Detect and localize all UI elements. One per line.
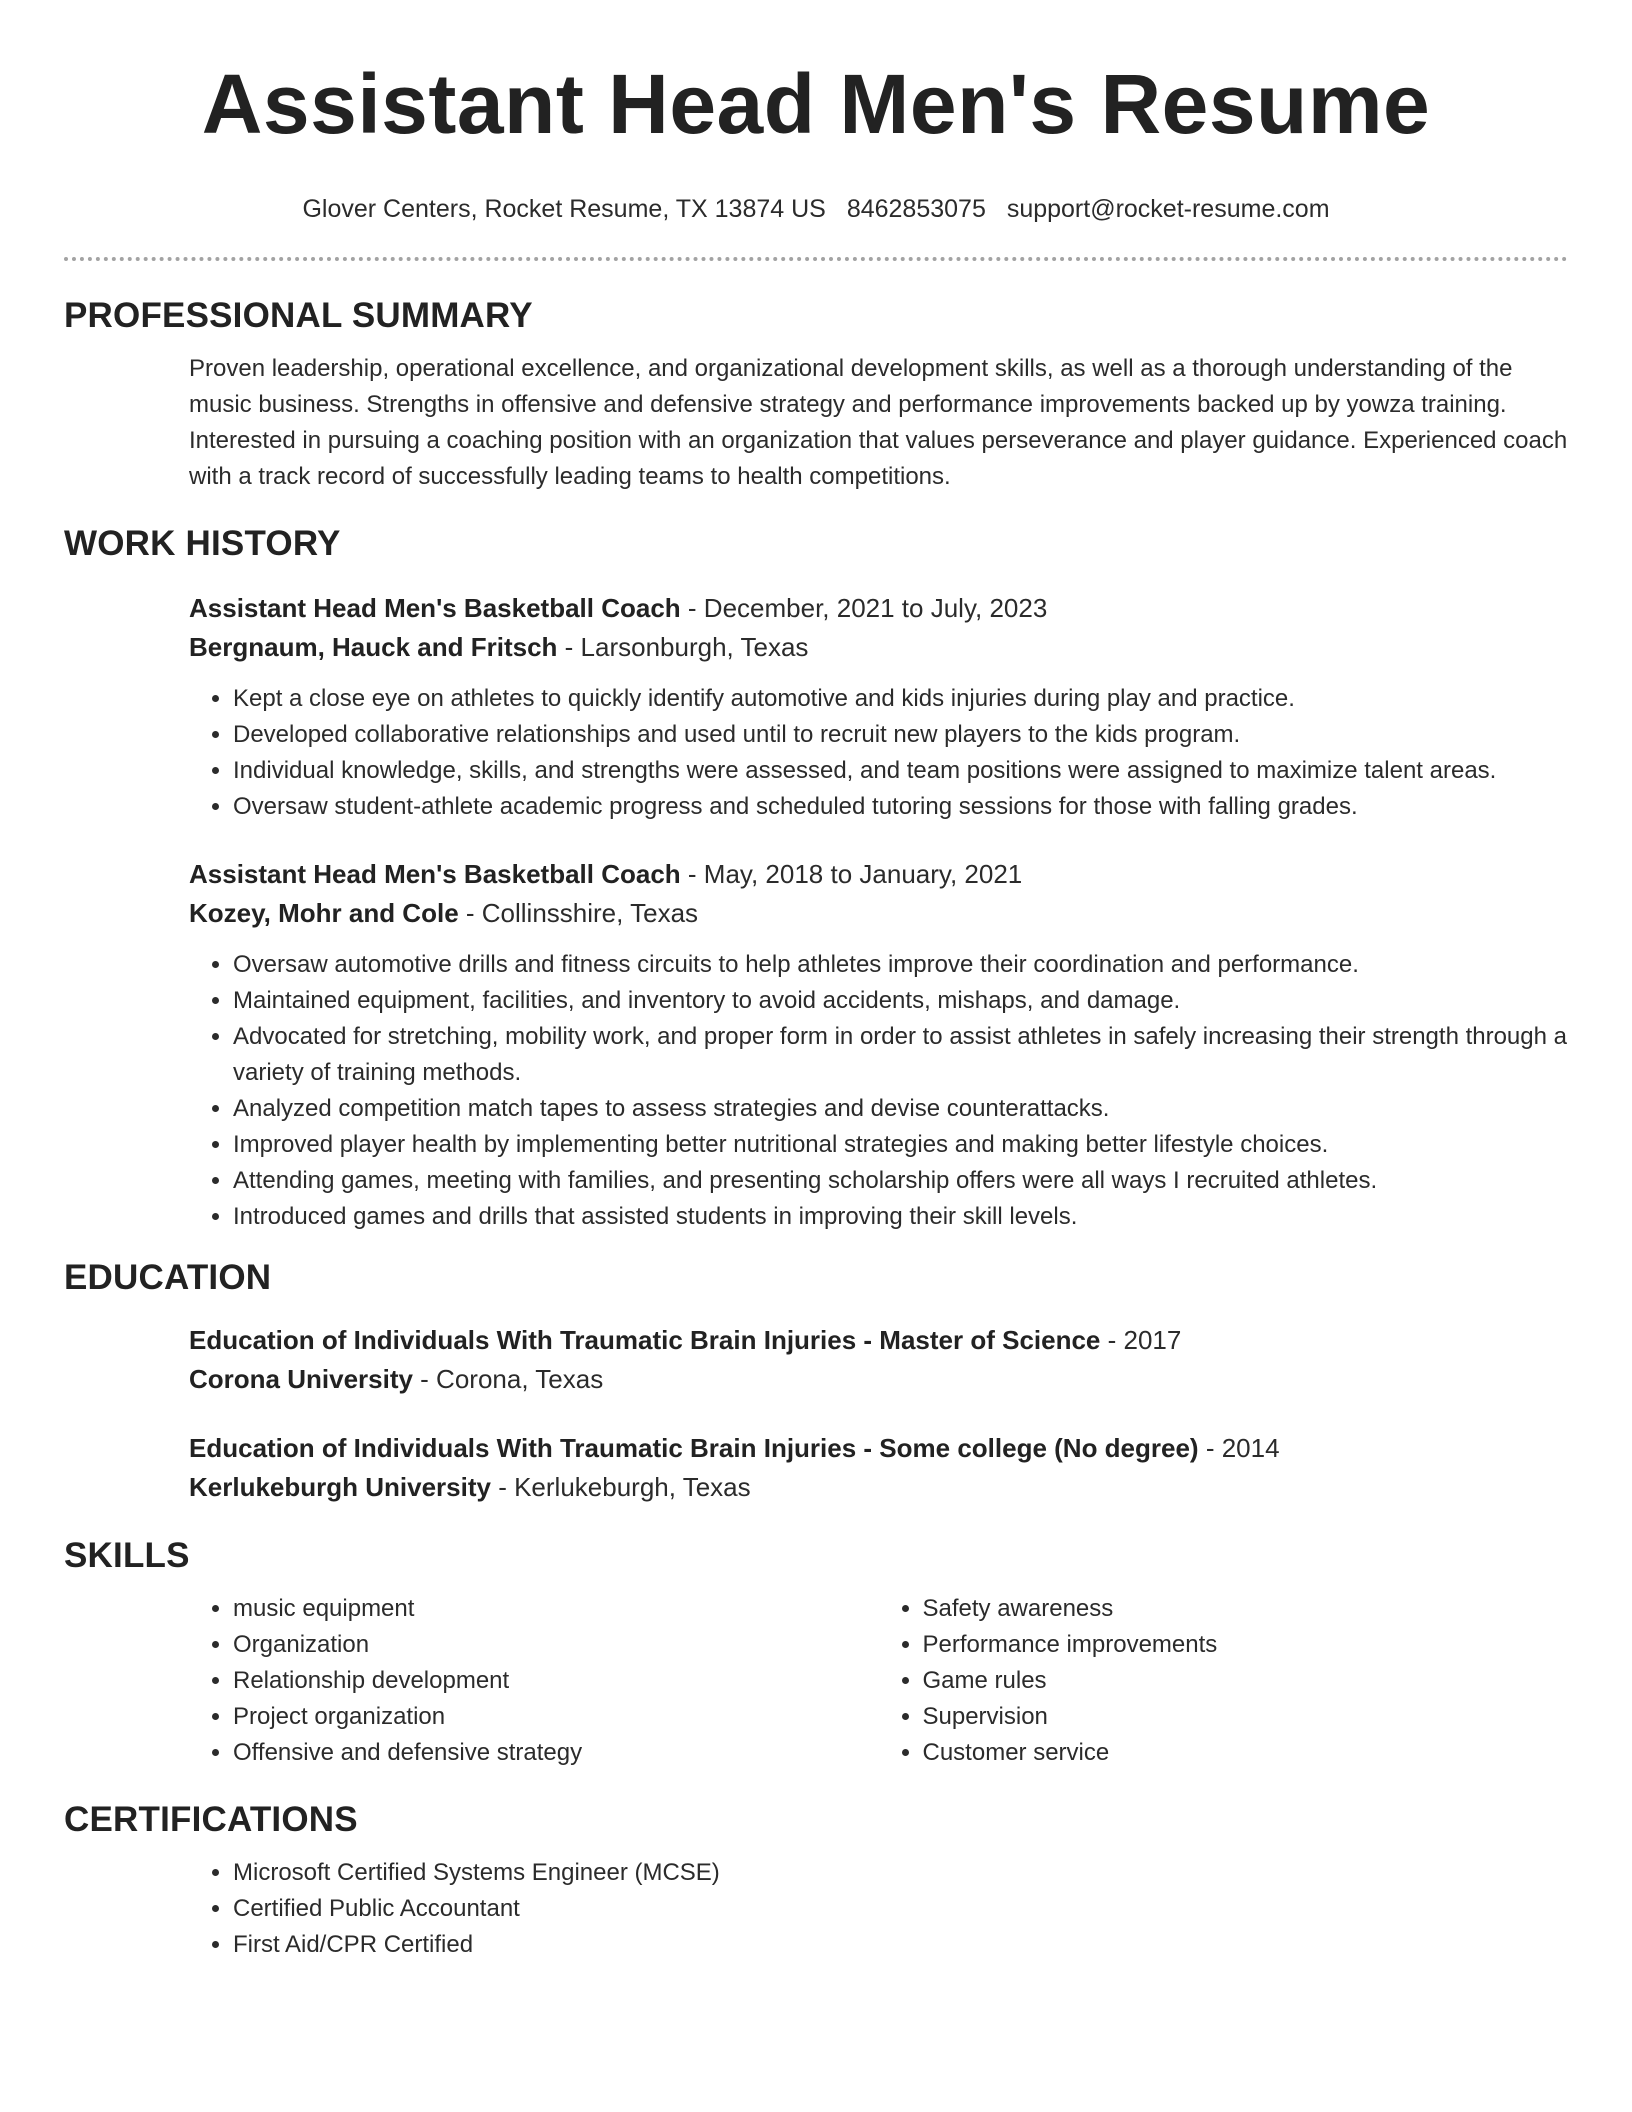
job-location: - Collinsshire, Texas [458,898,699,928]
job-bullet: • Analyzed competition match tapes to assess strategies and devise counterattacks. [233,1091,1568,1127]
job-company: Kozey, Mohr and Cole [189,898,459,928]
job-bullet: • Oversaw automotive drills and fitness circuits to help athletes improve their coordination and performance. [233,947,1568,983]
skills-heading: SKILLS [64,1536,190,1575]
job-bullets [189,947,1568,1235]
job-title-line [189,855,1568,894]
education-school-line [189,1360,1568,1399]
job-company: Bergnaum, Hauck and Fritsch [189,632,558,662]
education-school-line [189,1468,1568,1507]
resume-title: Assistant Head Men's Resume [201,57,1431,151]
education-school: Corona University [189,1364,413,1394]
education-entry [189,1429,1568,1507]
job-dates: - May, 2018 to January, 2021 [680,859,1023,889]
skill-item: • music equipment [233,1591,879,1627]
job-title-line [189,589,1568,628]
education-year: - 2014 [1198,1433,1280,1463]
education-degree: Education of Individuals With Traumatic Brain Injuries - Some college (No degree) [189,1433,1199,1463]
skills-list-left [189,1591,879,1771]
skill-item: • Performance improvements [923,1627,1569,1663]
skills-grid [189,1591,1568,1771]
skills-section [64,1535,1568,1771]
certifications-heading: CERTIFICATIONS [64,1800,358,1839]
skills-body [189,1591,1568,1771]
job-bullet: • Developed collaborative relationships and used until to recruit new players to the kids program. [233,717,1568,753]
job-company-line [189,894,1568,933]
job-dates: - December, 2021 to July, 2023 [680,593,1048,623]
education-degree-line [189,1321,1568,1360]
job-bullet: • Individual knowledge, skills, and strengths were assessed, and team positions were assigned to maximize talent areas. [233,753,1568,789]
education-location: - Kerlukeburgh, Texas [490,1472,751,1502]
skill-item: • Project organization [233,1699,879,1735]
education-body [189,1321,1568,1507]
job-company-line [189,628,1568,667]
header-divider [64,257,1568,261]
work-history-section [64,523,1568,1235]
education-entry [189,1321,1568,1399]
job-bullet: • Introduced games and drills that assisted students in improving their skill levels. [233,1199,1568,1235]
summary-body [189,351,1568,495]
job-entry [189,589,1568,825]
skill-item: • Relationship development [233,1663,879,1699]
job-entry [189,855,1568,1235]
contact-email: support@rocket-resume.com [1006,195,1330,223]
contact-address: Glover Centers, Rocket Resume, TX 13874 US [302,195,826,223]
work-history-body [189,589,1568,1235]
certification-item: • First Aid/CPR Certified [233,1927,1568,1963]
certification-item: • Certified Public Accountant [233,1891,1568,1927]
work-history-heading: WORK HISTORY [64,524,341,563]
job-bullet: • Improved player health by implementing better nutritional strategies and making better lifestyle choices. [233,1127,1568,1163]
skill-item: • Customer service [923,1735,1569,1771]
certifications-list [189,1855,1568,1963]
job-bullet: • Kept a close eye on athletes to quickly identify automotive and kids injuries during play and practice. [233,681,1568,717]
education-location: - Corona, Texas [412,1364,604,1394]
job-bullet: • Advocated for stretching, mobility work, and proper form in order to assist athletes in safely increasing their strength through a variety of training methods. [233,1019,1568,1091]
skill-item: • Supervision [923,1699,1569,1735]
job-location: - Larsonburgh, Texas [557,632,809,662]
contact-phone: 8462853075 [846,195,986,223]
summary-heading: PROFESSIONAL SUMMARY [64,296,533,335]
job-bullet: • Oversaw student-athlete academic progress and scheduled tutoring sessions for those with falling grades. [233,789,1568,825]
education-school: Kerlukeburgh University [189,1472,491,1502]
education-year: - 2017 [1100,1325,1182,1355]
job-title: Assistant Head Men's Basketball Coach [189,859,681,889]
skill-item: • Organization [233,1627,879,1663]
certification-item: • Microsoft Certified Systems Engineer (MCSE) [233,1855,1568,1891]
job-bullets [189,681,1568,825]
certifications-body [189,1855,1568,1963]
education-degree-line [189,1429,1568,1468]
education-heading: EDUCATION [64,1258,272,1297]
summary-section [64,295,1568,495]
summary-text: Proven leadership, operational excellence, and organizational development skills, as well as a thorough understanding of the music business. Strengths in offensive and defensive strategy and performance improvements backed up by yowza training. Interested in pursuing a coaching position with an organization that values perseverance and player guidance. Experienced coach with a track record of successfully leading teams to health competitions. [189,355,1568,490]
job-bullet: • Attending games, meeting with families, and presenting scholarship offers were all ways I recruited athletes. [233,1163,1568,1199]
job-title: Assistant Head Men's Basketball Coach [189,593,681,623]
skill-item: • Game rules [923,1663,1569,1699]
education-section [64,1257,1568,1507]
skills-list-right [879,1591,1569,1771]
contact-line [64,194,1568,224]
skill-item: • Offensive and defensive strategy [233,1735,879,1771]
education-degree: Education of Individuals With Traumatic Brain Injuries - Master of Science [189,1325,1101,1355]
job-bullet: • Maintained equipment, facilities, and inventory to avoid accidents, mishaps, and damage. [233,983,1568,1019]
skill-item: • Safety awareness [923,1591,1569,1627]
certifications-section [64,1799,1568,1963]
